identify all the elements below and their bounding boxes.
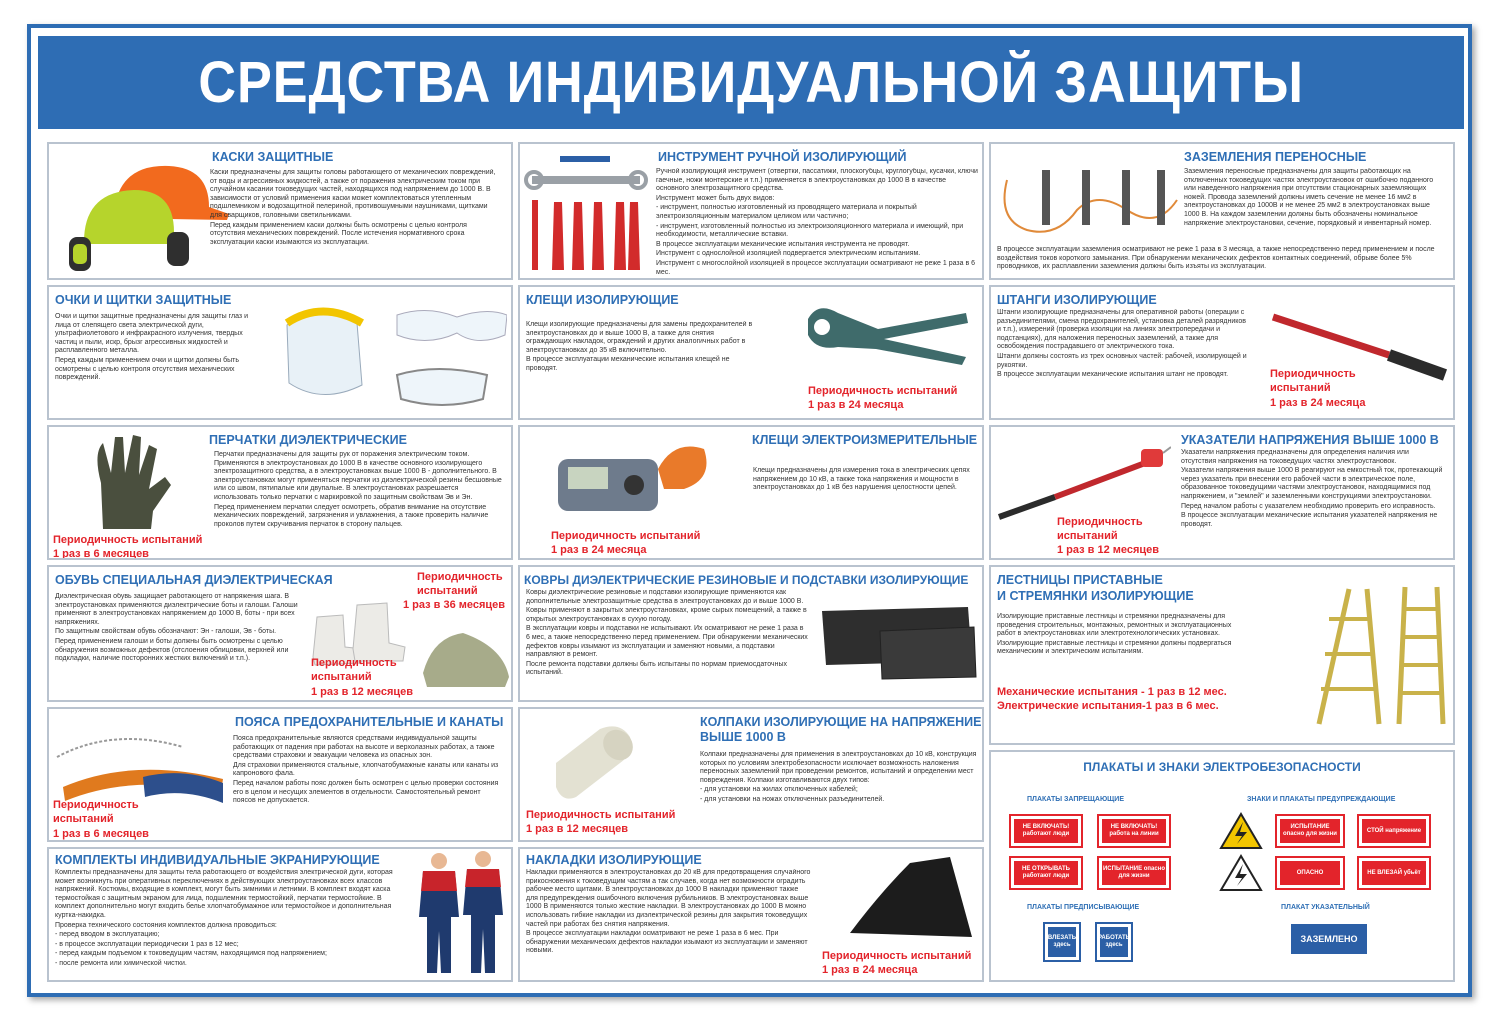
sign-stoi: СТОЙ напряжение [1357, 814, 1431, 848]
panel-tools [518, 142, 984, 280]
signs-cat-indicate: ПЛАКАТ УКАЗАТЕЛЬНЫЙ [1281, 904, 1370, 911]
signs-cat-mandatory: ПЛАКАТЫ ПРЕДПИСЫВАЮЩИЕ [1027, 904, 1140, 911]
mats-text: Ковры диэлектрические резиновые и подставки изолирующие применяются как дополнительные электрозащитные средства в электроустановках до и выше 1000 В. Ковры применяют в закрытых электроустановках, кроме сырых помещений, а также в открытых электроустановках в сухую погоду. В эксплуатации ковры и подставки не испытывают. Их осматривают не реже 1 раза в 6 мес, а также непосредственно перед применением. При обнаружении механических дефектов ковры изымают из эксплуатации и заменяют новыми, а подставки направляют в ремонт. После ремонта подставки должны быть испытаны по нормам приемосдаточных испытаний. [526, 589, 808, 677]
panel-helmets [47, 142, 513, 280]
panel-clamp-meter [518, 425, 984, 560]
suits-image [411, 851, 511, 979]
mats-title: КОВРЫ ДИЭЛЕКТРИЧЕСКИЕ РЕЗИНОВЫЕ И ПОДСТАВКИ ИЗОЛИРУЮЩИЕ [524, 573, 969, 587]
voltage-indicators-text: Указатели напряжения предназначены для определения наличия или отсутствия напряжения на токоведущих частях электроустановок. Указатели напряжения выше 1000 В реагируют на емкостный ток, протекающий через указатель при внесении его рабочей части в электрическое поле, образованное токоведущими частями электроустановок, находящимися под напряжением, и "землей" и заземленными конструкциями электроустановки. Перед началом работы с указателем необходимо проверить его исправность. В процессе эксплуатации механические испытания указателей напряжения не проводят. [1181, 449, 1443, 528]
voltage-test-value: 1 раз в 12 месяцев [1057, 544, 1160, 556]
pads-image [840, 853, 980, 943]
panel-footwear [47, 565, 513, 702]
pads-title: НАКЛАДКИ ИЗОЛИРУЮЩИЕ [526, 853, 702, 867]
rods-title: ШТАНГИ ИЗОЛИРУЮЩИЕ [997, 293, 1157, 307]
gloves-text: Перчатки предназначены для защиты рук от поражения электрическим током. Применяются в электроустановках до 1000 В в качестве основного изолирующего электрозащитного средства, а в электроустановках выше 1000 В - дополнительного. В электроустановках могут применяться перчатки из диэлектрической резины бесшовные или со швом, пятипалые или двупалые. В электроустановках разрешается использовать только перчатки с маркировкой по защитным свойствам Эв и Эн. Перед применением перчатки следует осмотреть, обратив внимание на отсутствие механических повреждений, загрязнения и увлажнения, а также проверить наличие проколов путем скручивания перчаток в сторону пальцев. [214, 451, 502, 528]
panel-pads [518, 847, 984, 982]
pliers-test-label: Периодичность испытаний [808, 385, 958, 397]
belts-test-value: 1 раз в 6 месяцев [53, 828, 149, 840]
ladders-image [1309, 579, 1449, 729]
ladders-title-2: И СТРЕМЯНКИ ИЗОЛИРУЮЩИЕ [997, 589, 1194, 603]
panel-mats [518, 565, 984, 702]
panel-ladders [989, 565, 1455, 745]
pliers-text: Клещи изолирующие предназначены для замены предохранителей в электроустановках до и выше 1000 В, а также для снятия ограждающих накладок, ограждений и других аналогичных работ в электроустановках до 35 кВ включительно. В процессе эксплуатации механические испытания клещей не проводят. [526, 321, 753, 372]
gloves-image [83, 433, 183, 533]
page-title: СРЕДСТВА ИНДИВИДУАЛЬНОЙ ЗАЩИТЫ [198, 50, 1304, 115]
panel-pliers [518, 285, 984, 420]
belts-text: Пояса предохранительные являются средствами индивидуальной защиты работающих от падения при работах на высоте и верхолазных работах, а также средствами страховки и эвакуации человека из опасных зон. Для страховки применяются стальные, хлопчатобумажные канаты или канаты из капронового фала. Перед началом работы пояс должен быть осмотрен с целью проверки состояния его в целом и несущих элементов в отдельности. Самостоятельный ремонт поясов не допускается. [233, 735, 499, 805]
panel-belts [47, 707, 513, 842]
sign-zazemleno: ЗАЗЕМЛЕНО [1291, 924, 1367, 954]
panel-signs [989, 750, 1455, 982]
grounding-title: ЗАЗЕМЛЕНИЯ ПЕРЕНОСНЫЕ [1184, 150, 1367, 164]
tools-title: ИНСТРУМЕНТ РУЧНОЙ ИЗОЛИРУЮЩИЙ [658, 150, 907, 164]
footwear-test2-label-1: Периодичность [311, 657, 397, 669]
grounding-image [997, 160, 1187, 240]
footwear-text: Диэлектрическая обувь защищает работающего от напряжения шага. В электроустановках применяются диэлектрические боты и галоши. Галоши применяют в электроустановках напряжением до 1000 В, боты - при всех напряжениях. По защитным свойствам обувь обозначают: Эн - галоши, Эв - боты. Перед применением галоши и боты должны быть осмотрены с целью обнаружения возможных дефектов (отслоения облицовки, верхней или подкладки, наличие посторонних жестких включений и т.п.). [55, 593, 298, 663]
grounding-text-1: Заземления переносные предназначены для защиты работающих на отключенных токоведущих частях электроустановок от ошибочно поданного или наведенного напряжения при отсутствии стационарных заземляющих ножей. Провода заземлений должны иметь сечение не менее 16 мм2 в электроустановках до 1000В и не менее 25 мм2 в электроустановках выше 1000 В. На каждом заземлении должны быть обозначены номинальное напряжение электроустановки, сечение, порядковый и инвентарный номер. [1184, 168, 1434, 227]
pads-test-value: 1 раз в 24 месяца [822, 964, 918, 976]
pads-test-label: Периодичность испытаний [822, 950, 972, 962]
panel-goggles [47, 285, 513, 420]
footwear-title: ОБУВЬ СПЕЦИАЛЬНАЯ ДИЭЛЕКТРИЧЕСКАЯ [55, 573, 333, 587]
belts-title: ПОЯСА ПРЕДОХРАНИТЕЛЬНЫЕ И КАНАТЫ [235, 715, 504, 729]
caps-test-label: Периодичность испытаний [526, 809, 676, 821]
voltage-test-label-1: Периодичность [1057, 516, 1143, 528]
rods-test-label-1: Периодичность [1270, 368, 1356, 380]
footwear-test2-value: 1 раз в 12 месяцев [311, 686, 414, 698]
belts-test-label-2: испытаний [53, 813, 114, 825]
sign-vlezat-zdes: ВЛЕЗАТЬ здесь [1043, 922, 1081, 962]
helmets-text: Каски предназначены для защиты головы работающего от механических повреждений, от воды и агрессивных жидкостей, а также от поражения электрическим током при случайном касании токоведущих частей, находящихся под напряжением до 1000 В. В зависимости от условий применения каски может комплектоваться утепленным подшлемником и водозащитной пелериной, противошумными наушниками, щитками для сварщиков, головными светильниками. Перед каждым применением каски должны быть осмотрены с целью контроля отсутствия механических повреждений. После истечения нормативного срока эксплуатации каски изымаются из эксплуатации. [210, 169, 496, 246]
signs-title: ПЛАКАТЫ И ЗНАКИ ЭЛЕКТРОБЕЗОПАСНОСТИ [1083, 760, 1361, 774]
panel-caps [518, 707, 984, 842]
footwear-test1-label-1: Периодичность [417, 571, 503, 583]
gloves-title: ПЕРЧАТКИ ДИЭЛЕКТРИЧЕСКИЕ [209, 433, 407, 447]
footwear-test2-label-2: испытаний [311, 671, 372, 683]
belts-test-label-1: Периодичность [53, 799, 139, 811]
rods-test-value: 1 раз в 24 месяца [1270, 397, 1366, 409]
warning-triangles-icon [1219, 812, 1263, 892]
sign-opasno: ОПАСНО [1275, 856, 1345, 890]
footwear-test1-value: 1 раз в 36 месяцев [403, 599, 506, 611]
voltage-test-label-2: испытаний [1057, 530, 1118, 542]
gloves-test-value: 1 раз в 6 месяцев [53, 548, 149, 560]
footwear-test1-label-2: испытаний [417, 585, 478, 597]
gloves-test-label: Периодичность испытаний [53, 534, 203, 546]
panel-voltage-indicators [989, 425, 1455, 560]
grounding-text-2: В процессе эксплуатации заземления осматривают не реже 1 раза в 3 месяца, а также непосредственно перед применением и после воздействия токов короткого замыкания. При обнаружении механических дефектов контактных соединений, обрыве более 5% проводников, их расплавлении заземления должны быть изъяты из эксплуатации. [997, 246, 1435, 271]
goggles-text: Очки и щитки защитные предназначены для защиты глаз и лица от слепящего света электрической дуги, ультрафиолетового и инфракрасного излучения, твердых частиц и пыли, искр, брызг агрессивных жидкостей и расплавленного металла. Перед каждым применением очки и щитки должны быть осмотрены с целью контроля отсутствия механических повреждений. [55, 313, 248, 382]
rods-text: Штанги изолирующие предназначены для оперативной работы (операции с разъединителями, смена предохранителей, установка деталей разрядников и т.п.), измерений (проверка изоляции на линиях электропередачи и подстанциях), для наложения переносных заземлений, а также для освобождения пострадавшего от электрического тока. Штанги должны состоять из трех основных частей: рабочей, изолирующей и рукоятки. В процессе эксплуатации механические испытания штанг не проводят. [997, 309, 1247, 379]
caps-test-value: 1 раз в 12 месяцев [526, 823, 629, 835]
sign-ne-otkryvat: НЕ ОТКРЫВАТЬ работают люди [1009, 856, 1083, 890]
clamp-meter-test-value: 1 раз в 24 месяца [551, 544, 647, 556]
pliers-title: КЛЕЩИ ИЗОЛИРУЮЩИЕ [526, 293, 679, 307]
clamp-meter-image [554, 439, 714, 519]
sign-ne-vlezai: НЕ ВЛЕЗАЙ убьёт [1357, 856, 1431, 890]
clamp-meter-title: КЛЕЩИ ЭЛЕКТРОИЗМЕРИТЕЛЬНЫЕ [752, 433, 978, 447]
pliers-test-value: 1 раз в 24 месяца [808, 399, 904, 411]
ladders-test-mechanical: Механические испытания - 1 раз в 12 мес. [997, 686, 1227, 698]
ladders-title-1: ЛЕСТНИЦЫ ПРИСТАВНЫЕ [997, 573, 1163, 587]
ladders-text: Изолирующие приставные лестницы и стремянки предназначены для проведения строительных, монтажных, ремонтных и эксплуатационных работ в электроустановках или электротехнологических установках. Изолирующие приставные лестницы и стремянки должны подвергаться механическим и электрическим испытаниям. [997, 613, 1232, 656]
clamp-meter-text: Клещи предназначены для измерения тока в электрических цепях напряжением до 10 кВ, а также тока напряжения и мощности в электроустановках до 1 кВ без нарушения целостности цепей. [753, 467, 970, 492]
tools-text: Ручной изолирующий инструмент (отвертки, пассатижи, плоскогубцы, круглогубцы, кусачки, ключи гаечные, ножи монтерские и т.п.) применяется в электроустановках до 1000 В в качестве основного электрозащитного средства. Инструмент может быть двух видов: - инструмент, полностью изготовленный из проводящего материала и покрытый электроизоляционным материалом целиком или частично; - инструмент, изготовленный полностью из электроизоляционного материала и имеющий, при необходимости, металлические вставки. В процессе эксплуатации механические испытания инструмента не проводят. Инструмент с однослойной изоляцией подвергается электрическим испытаниям. Инструмент с многослойной изоляцией в процессе эксплуатации осматривают не реже 1 раза в 6 мес. [656, 168, 978, 276]
voltage-indicators-title: УКАЗАТЕЛИ НАПРЯЖЕНИЯ ВЫШЕ 1000 В [1181, 433, 1439, 447]
panel-suits [47, 847, 513, 982]
caps-text: Колпаки предназначены для применения в электроустановках до 10 кВ, конструкция которых по условиям электробезопасности исключает возможность наложения переносных заземлений при проведении ремонтов, испытаний и определении мест повреждения. Колпаки изготавливаются двух типов: - для установки на жилах отключенных кабелей; - для установки на ножах отключенных разъединителей. [700, 751, 977, 803]
goggles-image [277, 295, 507, 417]
suits-text: Комплекты предназначены для защиты тела работающего от воздействия электрической дуги, которая может возникнуть при оперативных переключениях в действующих электроустановках всех классов напряжений. Костюмы, входящие в комплект, могут быть зимними и летними. В комплект входят каска термостойкая с защитным экраном для лица, подшлемник термостойкий, перчатки термостойкие. В комплект дополнительно могут входить белье хлопчатобумажное или термостойкое и дополнительная куртка-накидка. Проверка технического состояния комплектов должна проводиться: - перед вводом в эксплуатацию; - в процессе эксплуатации периодически 1 раз в 12 мес; - перед каждым подъемом к токоведущим частям, находящимся под напряжением; - после ремонта или химической чистки. [55, 869, 393, 967]
voltage-indicator-image [995, 441, 1171, 521]
sign-ne-vkluchat-2: НЕ ВКЛЮЧАТЬ! работа на линии [1097, 814, 1171, 848]
clamp-meter-test-label: Периодичность испытаний [551, 530, 701, 542]
pliers-image [798, 299, 970, 369]
sign-ne-vkluchat-1: НЕ ВКЛЮЧАТЬ! работают люди [1009, 814, 1083, 848]
rods-test-label-2: испытаний [1270, 382, 1331, 394]
panel-grounding [989, 142, 1455, 280]
signs-cat-warning: ЗНАКИ И ПЛАКАТЫ ПРЕДУПРЕЖДАЮЩИЕ [1247, 796, 1396, 803]
pads-text: Накладки применяются в электроустановках до 20 кВ для предотвращения случайного прикосновения к токоведущим частям а так случаев, когда нет возможности оградить рабочее место щитами. В электроустановках до 1000 В накладки применяют также для предупреждения ошибочного включения рубильников. В электроустановках выше 1000 В применяются только жесткие накладки. В электроустановках до 1000 В можно использовать гибкие накладки из диэлектрической резины для закрытия токоведущих частей при работах без снятия напряжения. В процессе эксплуатации накладки осматривают не реже 1 раза в 6 мес. При обнаружении механических дефектов накладки изымают из эксплуатации и заменяют новыми. [526, 869, 811, 955]
signs-cat-prohibit: ПЛАКАТЫ ЗАПРЕЩАЮЩИЕ [1027, 796, 1125, 803]
suits-title: КОМПЛЕКТЫ ИНДИВИДУАЛЬНЫЕ ЭКРАНИРУЮЩИЕ [55, 853, 380, 867]
caps-image [550, 723, 640, 803]
panel-gloves [47, 425, 513, 560]
ladders-test-electrical: Электрические испытания-1 раз в 6 мес. [997, 700, 1219, 712]
sign-ispytanie-1: ИСПЫТАНИЕ опасно для жизни [1097, 856, 1171, 890]
panel-rods [989, 285, 1455, 420]
mats-image [818, 605, 978, 681]
goggles-title: ОЧКИ И ЩИТКИ ЗАЩИТНЫЕ [55, 293, 232, 307]
tools-image [524, 150, 648, 278]
caps-title-1: КОЛПАКИ ИЗОЛИРУЮЩИЕ НА НАПРЯЖЕНИЕ [700, 715, 982, 729]
sign-ispytanie-2: ИСПЫТАНИЕ опасно для жизни [1275, 814, 1345, 848]
sign-rabotat-zdes: РАБОТАТЬ здесь [1095, 922, 1133, 962]
title-bar [38, 36, 1464, 129]
caps-title-2: ВЫШЕ 1000 В [700, 730, 786, 744]
helmets-title: КАСКИ ЗАЩИТНЫЕ [212, 150, 334, 164]
